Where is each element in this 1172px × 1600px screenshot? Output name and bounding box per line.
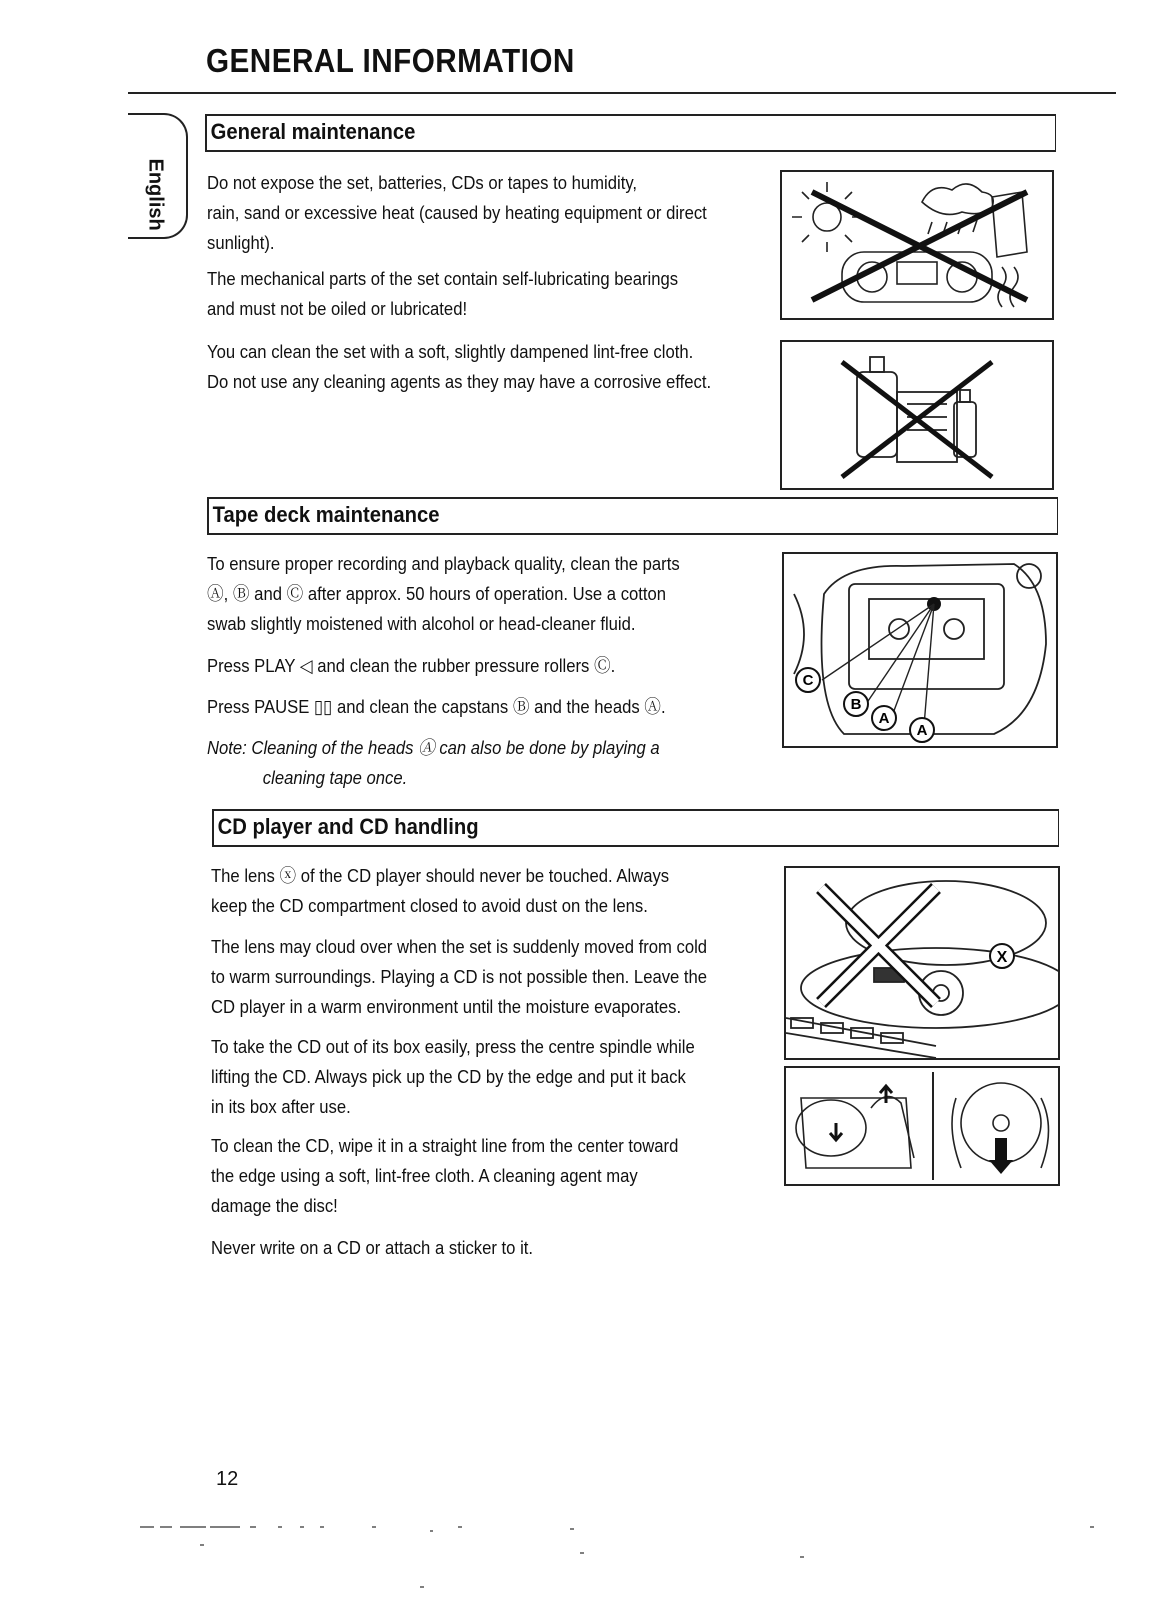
callout-b-label: B — [850, 696, 862, 713]
title-divider — [128, 92, 1116, 94]
text-line: Ⓐ, Ⓑ and Ⓒ after approx. 50 hours of operation. Use a cotton — [207, 583, 667, 604]
cd-paragraph-sticker: Never write on a CD or attach a sticker to it. — [211, 1237, 534, 1258]
down-arrow-icon — [830, 1123, 842, 1140]
illustration-cd-lens — [784, 866, 1060, 1060]
text-line: To clean the CD, wipe it in a straight line from the center toward — [211, 1135, 679, 1156]
illustration-tape-deck — [782, 552, 1058, 748]
cd-handling-drawing — [786, 1068, 1058, 1184]
section-title: General maintenance — [210, 119, 416, 144]
cassette-icon — [869, 599, 984, 659]
text-line: Do not expose the set, batteries, CDs or tapes to humidity, — [207, 172, 638, 193]
edge-line — [794, 594, 804, 674]
text-line: in its box after use. — [211, 1096, 351, 1117]
cd-in-box — [796, 1100, 866, 1156]
callout-a-label: A — [878, 710, 890, 727]
text-line: The lens ⓧ of the CD player should never be touched. Always — [211, 865, 670, 886]
illustration-no-heat-rain — [780, 170, 1054, 320]
text-line: and must not be oiled or lubricated! — [207, 298, 468, 319]
wipe-arrow-head — [989, 1160, 1013, 1174]
text-line: lifting the CD. Always pick up the CD by the edge and put it back — [211, 1066, 686, 1087]
text-line: The mechanical parts of the set contain self-lubricating bearings — [207, 268, 679, 289]
general-paragraph-cleaning — [207, 337, 729, 397]
tape-paragraph-parts — [207, 549, 729, 639]
hand-icon — [871, 1097, 914, 1158]
cd-lens-drawing — [786, 868, 1058, 1058]
tape-deck-drawing — [784, 554, 1056, 746]
page-number: 12 — [216, 1468, 239, 1490]
text-line: Do not use any cleaning agents as they may have a corrosive effect. — [207, 371, 712, 392]
section-title: Tape deck maintenance — [212, 502, 440, 527]
scan-artifacts — [140, 1525, 1100, 1595]
cassette-window — [897, 262, 937, 284]
section-title: CD player and CD handling — [217, 814, 479, 839]
sun-rays — [792, 182, 862, 252]
text-line: damage the disc! — [211, 1195, 338, 1216]
cleaning-agents-drawing — [782, 342, 1052, 488]
cd-paragraph-lens — [211, 861, 733, 921]
illustration-cd-handling — [784, 1066, 1060, 1186]
text-line: the edge using a soft, lint-free cloth. A cleaning agent may — [211, 1165, 638, 1186]
rain-cloud-icon — [922, 184, 993, 214]
callout-x-label: X — [996, 949, 1008, 966]
cd-hole — [993, 1115, 1009, 1131]
page-title: GENERAL INFORMATION — [206, 42, 575, 79]
illustration-no-cleaning-agents — [780, 340, 1054, 490]
text-line: cleaning tape once. — [262, 767, 408, 788]
tape-paragraph-pause: Press PAUSE ▯▯ and clean the capstans Ⓑ and the heads Ⓐ. — [207, 696, 666, 717]
cd-paragraph-cleaning — [211, 1131, 733, 1221]
section-header-general-maintenance — [205, 114, 1056, 152]
text-line: to warm surroundings. Playing a CD is not possible then. Leave the — [211, 966, 708, 987]
tape-reel — [944, 619, 964, 639]
tape-paragraph-play: Press PLAY ◁ and clean the rubber pressure rollers Ⓒ. — [207, 655, 616, 676]
callout-c-label: C — [802, 672, 814, 689]
bottle-cap — [870, 357, 884, 372]
general-paragraph-bearings — [207, 264, 729, 324]
callout-a-label: A — [916, 722, 928, 739]
cd-paragraph-removal — [211, 1032, 733, 1122]
pointer-line-a2 — [924, 604, 934, 726]
small-bottle-cap — [960, 390, 970, 402]
radio-heat-rain-drawing — [782, 172, 1052, 318]
text-line: The lens may cloud over when the set is suddenly moved from cold — [211, 936, 708, 957]
text-line: To take the CD out of its box easily, press the centre spindle while — [211, 1036, 695, 1057]
tape-note — [207, 733, 729, 793]
bottle-icon — [857, 372, 897, 457]
section-header-cd-player — [212, 809, 1059, 847]
wipe-arrow-icon — [995, 1138, 1007, 1160]
text-line: keep the CD compartment closed to avoid dust on the lens. — [211, 895, 648, 916]
text-line: sunlight). — [207, 232, 275, 253]
language-tab-label: English — [144, 158, 167, 231]
section-header-tape-deck — [207, 497, 1058, 535]
text-line: You can clean the set with a soft, slightly dampened lint-free cloth. — [207, 341, 694, 362]
text-line: To ensure proper recording and playback quality, clean the parts — [207, 553, 680, 574]
up-arrow-icon — [880, 1086, 892, 1103]
knob-icon — [1017, 564, 1041, 588]
text-line: Note: Cleaning of the heads Ⓐ can also be done by playing a — [207, 737, 660, 758]
text-line: CD player in a warm environment until the moisture evaporates. — [211, 996, 682, 1017]
pointer-line-c — [822, 604, 934, 680]
general-paragraph-humidity — [207, 168, 729, 258]
cd-paragraph-condensation — [211, 932, 733, 1022]
radio-body — [842, 252, 992, 302]
text-line: swab slightly moistened with alcohol or head-cleaner fluid. — [207, 613, 636, 634]
tape-reel — [889, 619, 909, 639]
text-line: rain, sand or excessive heat (caused by heating equipment or direct — [207, 202, 707, 223]
pointer-line-a1 — [892, 604, 934, 716]
